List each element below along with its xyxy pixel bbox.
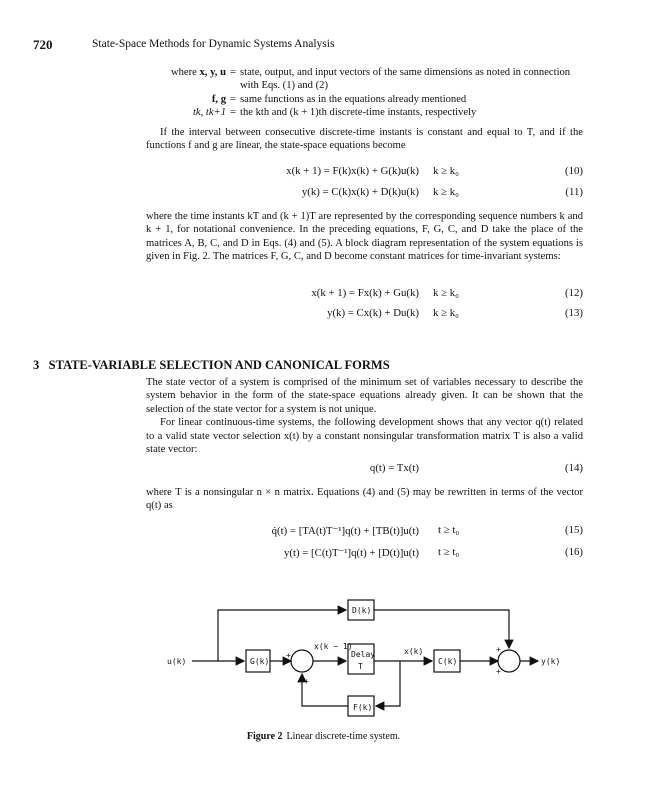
- feedback-line: [376, 661, 400, 706]
- equation-15: [146, 524, 583, 540]
- sum1-plus-left: +: [286, 651, 291, 660]
- equation-12: [146, 287, 583, 303]
- definition-term: where x, y, u: [170, 67, 226, 78]
- definition-item: tk, tk+1 = the kth and (k + 1)th discrete-time instants, respectively: [146, 106, 586, 119]
- equation-body: x(k + 1) = F(k)x(k) + G(k)u(k): [286, 165, 419, 177]
- block-diagram: [0, 590, 647, 730]
- sum2-plus-left: +: [496, 667, 501, 676]
- paragraph: If the interval between consecutive discrete-time instants is constant and equal to T, and if the functions f and g are linear, the state-space equations become: [146, 127, 583, 152]
- running-title: State-Space Methods for Dynamic Systems Analysis: [92, 38, 335, 50]
- equation-number: (13): [565, 307, 583, 319]
- sum2-plus-top: +: [496, 645, 501, 654]
- definition-text: the kth and (k + 1)th discrete-time instants, respectively: [240, 107, 477, 119]
- definition-list: [146, 66, 586, 120]
- equation-number: (11): [565, 186, 583, 198]
- equation-11: [146, 186, 583, 202]
- equation-condition: t ≥ t₀: [438, 546, 460, 558]
- equation-condition: k ≥ k₀: [433, 287, 459, 299]
- sum1-plus-bottom: +: [304, 677, 309, 686]
- paragraph: where the time instants kT and (k + 1)T are represented by the corresponding sequence numbers k and k + 1, for notational convenience. In the preceding equations, F, G, C, and D take the place of the matrices A, B, C, and D in Eqs. (4) and (5). A block diagram representation of the system equations is given in Fig. 2. The matrices F, G, C, and D become constant matrices for time-invariant systems:: [146, 211, 583, 263]
- output-label: y(k): [541, 657, 561, 666]
- block-d-label: D(k): [352, 606, 372, 615]
- equation-number: (14): [565, 462, 583, 474]
- summing-junction-1: [291, 650, 313, 672]
- paragraph: The state vector of a system is comprised of the minimum set of variables necessary to describe the system behavior in the form of the state-space equations already given. It can be shown that the selection of the state vector for a system is not unique. For linear continuous-time systems, the following development shows that any vector q(t) related to a valid state vector selection x(t) by a constant nonsingular transformation matrix T is also a valid state vector:: [146, 377, 583, 456]
- definition-item: f, g = same functions as in the equations already mentioned: [146, 93, 586, 106]
- equation-13: [146, 307, 583, 323]
- equation-condition: t ≥ t₀: [438, 524, 460, 536]
- equation-number: (12): [565, 287, 583, 299]
- equation-body: x(k + 1) = Fx(k) + Gu(k): [311, 287, 419, 299]
- summing-junction-2: [498, 650, 520, 672]
- block-delay-label: Delay: [351, 650, 376, 659]
- d-to-sum-line: [374, 610, 509, 648]
- block-g-label: G(k): [250, 657, 270, 666]
- signal-xk: x(k): [404, 647, 424, 656]
- equation-16: [146, 546, 583, 562]
- input-label: u(k): [167, 657, 187, 666]
- equation-number: (10): [565, 165, 583, 177]
- figure-caption: Figure 2 Linear discrete-time system.: [246, 731, 401, 742]
- section-heading: 3 STATE-VARIABLE SELECTION AND CANONICAL FORMS: [33, 358, 390, 372]
- definition-item: where x, y, u = state, output, and input vectors of the same dimensions as noted in connection with Eqs. (1) and (2): [146, 66, 586, 93]
- equation-10: [146, 165, 583, 181]
- equation-body: y(k) = Cx(k) + Du(k): [327, 307, 419, 319]
- equation-body: q(t) = Tx(t): [369, 462, 419, 474]
- equation-condition: k ≥ k₀: [433, 307, 459, 319]
- block-f-label: F(k): [353, 703, 373, 712]
- feedforward-line: [218, 610, 346, 661]
- definition-text: state, output, and input vectors of the same dimensions as noted in connection with Eqs. (1) and (2): [240, 67, 571, 92]
- block-delay-sublabel: T: [358, 662, 363, 671]
- definition-text: same functions as in the equations already mentioned: [240, 93, 467, 105]
- f-to-sum-line: [302, 674, 348, 706]
- paragraph: where T is a nonsingular n × n matrix. Equations (4) and (5) may be rewritten in terms of the vector q(t) as: [146, 487, 583, 512]
- equation-number: (16): [565, 546, 583, 558]
- page-number: 720: [33, 37, 53, 52]
- equation-14: [146, 462, 583, 478]
- signal-xk-minus-1: x(k − 1): [314, 642, 353, 651]
- equation-condition: k ≥ k₀: [433, 186, 459, 198]
- definition-term: tk, tk+1: [192, 107, 226, 119]
- definition-term: f, g: [211, 93, 226, 105]
- equation-body: y(k) = C(k)x(k) + D(k)u(k): [301, 186, 419, 198]
- equation-number: (15): [565, 524, 583, 536]
- equation-body: q̇(t) = [TA(t)T⁻¹]q(t) + [TB(t)]u(t): [271, 525, 419, 537]
- equation-condition: k ≥ k₀: [433, 165, 459, 177]
- equation-body: y(t) = [C(t)T⁻¹]q(t) + [D(t)]u(t): [283, 547, 419, 559]
- block-c-label: C(k): [438, 657, 458, 666]
